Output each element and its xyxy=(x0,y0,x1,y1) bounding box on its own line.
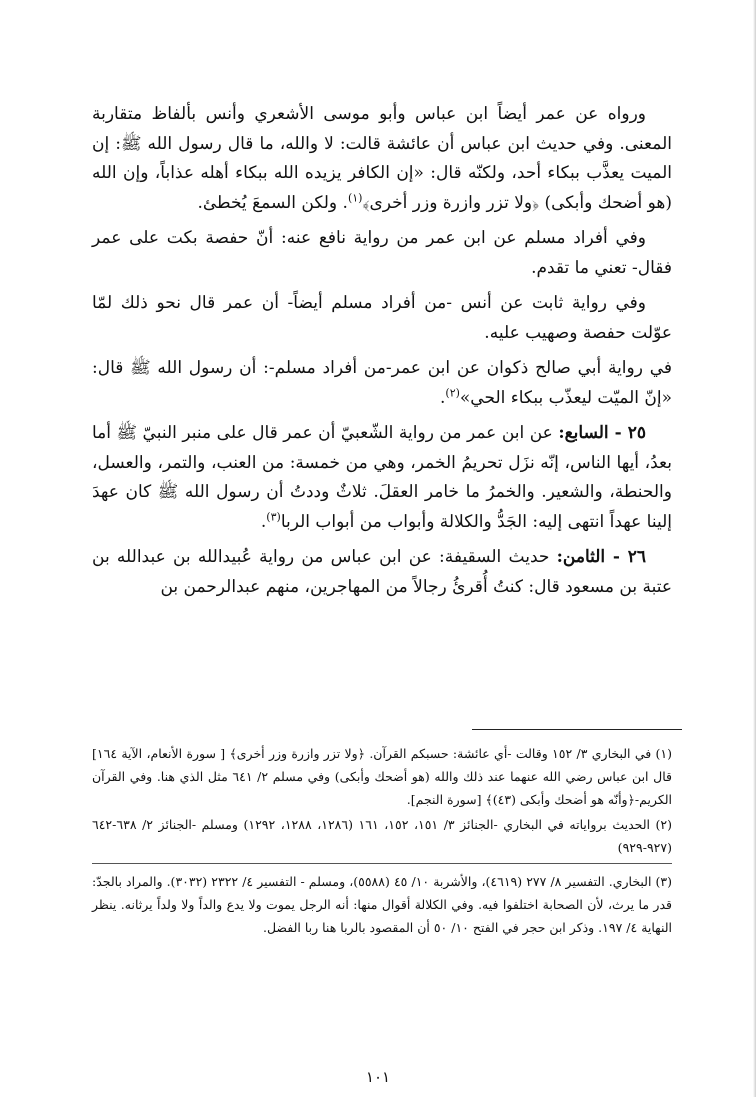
paragraph-1-tail: . ولكن السمعَ يُخطئ. xyxy=(197,192,348,213)
footnote-1: (١) في البخاري ٣/ ١٥٢ وقالت -أي عائشة: حسبكم القرآن. ﴿ولا تزر وازرة وزر أخرى﴾ [ سورة الأنعام، الآية ١٦٤] قال ابن عباس رضي الله عنهما عند ذلك والله (هو أضحك وأبكى) وفي مسلم ٢/ ٦٤١ مثل الذي هنا. وفي القرآن الكريم-﴿وأنّه هو أضحك وأبكى (٤٣)﴾ [سورة النجم]. xyxy=(92,746,673,807)
footnote-ref-3[interactable]: (٣) xyxy=(266,509,281,523)
main-text xyxy=(92,100,672,608)
paragraph-4-text: في رواية أبي صالح ذكوان عن ابن عمر-من أفراد مسلم-: أن رسول الله ﷺ قال: «إنّ الميّت ليعذّب ببكاء الحي» xyxy=(92,358,672,408)
hadith-26-heading: ٢٦ - الثامن: xyxy=(556,547,646,567)
footnote-separator xyxy=(92,863,672,864)
paragraph-3-text: وفي رواية ثابت عن أنس -من أفراد مسلم أيضاً- أن عمر قال نحو ذلك لمّا عوّلت حفصة وصهيب عليه. xyxy=(92,293,672,343)
footnote-2: (٢) الحديث برواياته في البخاري -الجنائز ٣/ ١٥١، ١٥٢، ١٦١ (١٢٨٦، ١٢٨٨، ١٢٩٢) ومسلم -الجنائز ٢/ ٦٣٨-٦٤٢ (٩٢٧-٩٢٩) xyxy=(92,817,673,855)
paragraph-2-text: وفي أفراد مسلم عن ابن عمر من رواية نافع عنه: أنّ حفصة بكت على عمر فقال- تعني ما تقدم. xyxy=(92,228,672,278)
paragraph-5 xyxy=(92,419,672,537)
footnote-ref-2[interactable]: (٢) xyxy=(445,385,460,399)
paragraph-4 xyxy=(92,354,672,413)
paragraph-1 xyxy=(92,100,672,218)
footnote-ref-1[interactable]: (١) xyxy=(347,190,363,204)
paragraph-6 xyxy=(92,543,672,602)
footnote-3: (٣) البخاري. التفسير ٨/ ٢٧٧ (٤٦١٩)، والأشربة ١٠/ ٤٥ (٥٥٨٨)، ومسلم - التفسير ٤/ ٢٣٢٢ (٣٠٣٢). والمراد بالجدّ: قدر ما يرث، لأن الصحابة اختلفوا فيه. وفي الكلالة أقوال منها: أنه الرجل يموت ولا يدع والداً ولا ولداً يرثانه. ينظر النهاية ٤/ ١٩٧. وذكر ابن حجر في الفتح ١٠/ ٥٠ أن المقصود بالربا هنا ربا الفضل. xyxy=(92,874,673,935)
paragraph-5-tail: . xyxy=(260,511,267,532)
paragraph-1-text: ورواه عن عمر أيضاً ابن عباس وأبو موسى الأشعري وأنس بألفاظ متقاربة المعنى. وفي حديث ابن عباس أن عائشة قالت: لا والله، ما قال رسول الله ﷺ: إن الميت يعذَّب ببكاء أحد، ولكنّه قال: «إن الكافر يزيده الله ببكاء أهله عذاباً، وإن الله (هو أضحك وأبكى) ﴿ولا تزر وازرة وزر أخرى﴾ xyxy=(92,104,672,213)
paragraph-2 xyxy=(92,224,672,283)
hadith-25-heading: ٢٥ - السابع: xyxy=(558,423,646,443)
footnotes xyxy=(92,742,672,941)
footnote-divider xyxy=(472,729,682,730)
paragraph-3 xyxy=(92,289,672,348)
paragraph-6-text: حديث السقيفة: عن ابن عباس من رواية عُبيدالله بن عبدالله بن عتبة بن مسعود قال: كنتُ أُقرئُ رجالاً من المهاجرين، منهم عبدالرحمن بن xyxy=(92,547,672,597)
page-number: ١٠١ xyxy=(365,1068,391,1086)
paragraph-4-tail: . xyxy=(439,387,446,408)
paragraph-5-text: عن ابن عمر من رواية الشّعبيّ أن عمر قال على منبر النبيّ ﷺ أما بعدُ، أيها الناس، إنّه نزَل تحريمُ الخمر، وهي من خمسة: من العنب، والتمر، والعسل، والحنطة، والشعير. والخمرُ ما خامر العقلَ. ثلاثٌ وددتُ أن رسول الله ﷺ كان عهدَ إلينا عهداً انتهى إليه: الجَدُّ والكلالة وأبواب من أبواب الربا xyxy=(92,423,672,532)
